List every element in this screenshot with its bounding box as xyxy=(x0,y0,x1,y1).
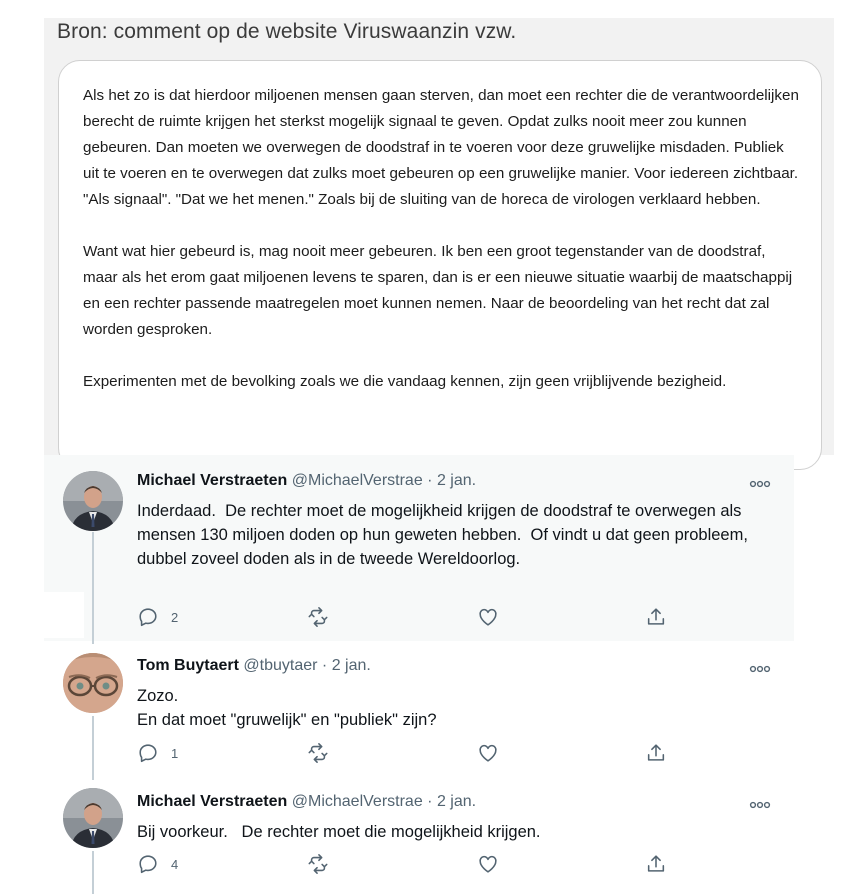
avatar-image xyxy=(63,653,123,713)
source-caption: Bron: comment op de website Viruswaanzin vzw. xyxy=(57,20,517,43)
share-icon xyxy=(645,742,667,764)
author-name[interactable]: Michael Verstraeten xyxy=(137,793,288,810)
share-button[interactable] xyxy=(645,852,667,876)
author-handle[interactable]: @MichaelVerstrae xyxy=(291,472,423,489)
tweet-text-line: En dat moet "gruwelijk" en "publiek" zijn? xyxy=(137,711,437,729)
retweet-button[interactable] xyxy=(307,852,329,876)
share-button[interactable] xyxy=(645,605,667,629)
like-button[interactable] xyxy=(477,605,499,629)
more-icon[interactable] xyxy=(749,797,771,807)
tweet-text-content: Bij voorkeur. De rechter moet die mogelijkheid krijgen. xyxy=(137,823,541,841)
comment-paragraph: Als het zo is dat hierdoor miljoenen mensen gaan sterven, dan moet een rechter die de verantwoordelijken berecht de ruimte krijgen het sterkst mogelijk signaal te geven. Opdat zulks nooit meer zou kunnen gebeuren. Dan moeten we overwegen de doodstraf in te voeren voor deze gruwelijke misdaden. Publiek uit te voeren en te overwegen dat zulks moet gebeuren op een gruwelijke manier. Voor iedereen zichtbaar. "Als signaal". "Dat we het menen." Zoals bij de sluiting van de horeca de virologen verklaard hebben. xyxy=(83,87,799,208)
share-icon xyxy=(645,853,667,875)
tweet[interactable] xyxy=(0,793,850,893)
comment-paragraph: Want wat hier gebeurd is, mag nooit meer gebeuren. Ik ben een groot tegenstander van de doodstraf, maar als het erom gaat miljoenen levens te sparen, dan is er een nieuwe situatie waarbij de maatschappij en een rechter passende maatregelen moet kunnen nemen. Naar de beoordeling van het recht dat zal worden gesproken. xyxy=(83,243,793,338)
retweet-icon xyxy=(307,742,329,764)
reply-count: 1 xyxy=(171,745,179,761)
retweet-icon xyxy=(307,853,329,875)
avatar[interactable] xyxy=(63,471,123,531)
tweet-text xyxy=(137,499,757,571)
reply-icon xyxy=(137,853,159,875)
tweet-text-content: Inderdaad. De rechter moet de mogelijkheid krijgen de doodstraf te overwegen als mensen 130 miljoen doden op hun geweten hebben. Of vindt u dat geen probleem, dubbel zoveel doden als in de tweede Wereldoorlog. xyxy=(137,502,753,568)
tweet-header xyxy=(137,472,476,490)
heart-icon xyxy=(477,853,499,875)
tweet-actions xyxy=(137,605,677,629)
tweet-date[interactable]: 2 jan. xyxy=(436,793,477,810)
heart-icon xyxy=(477,606,499,628)
tweet-header xyxy=(137,657,371,675)
reply-count: 2 xyxy=(171,609,179,625)
avatar[interactable] xyxy=(63,653,123,713)
reply-button[interactable] xyxy=(137,741,178,765)
author-name[interactable]: Michael Verstraeten xyxy=(137,472,288,489)
retweet-button[interactable] xyxy=(307,605,329,629)
share-button[interactable] xyxy=(645,741,667,765)
reply-icon xyxy=(137,742,159,764)
tweet-actions xyxy=(137,852,677,876)
author-name[interactable]: Tom Buytaert xyxy=(137,657,239,674)
avatar-image xyxy=(63,471,123,531)
more-icon[interactable] xyxy=(749,661,771,671)
tweet-date[interactable]: 2 jan. xyxy=(436,472,477,489)
like-button[interactable] xyxy=(477,741,499,765)
tweet-date[interactable]: 2 jan. xyxy=(331,657,371,674)
retweet-button[interactable] xyxy=(307,741,329,765)
reply-button[interactable] xyxy=(137,605,178,629)
share-icon xyxy=(645,606,667,628)
comment-body xyxy=(83,83,799,421)
comment-card xyxy=(58,60,822,470)
avatar[interactable] xyxy=(63,788,123,848)
tweet-text xyxy=(137,820,757,844)
reply-count: 4 xyxy=(171,856,179,872)
heart-icon xyxy=(477,742,499,764)
reply-button[interactable] xyxy=(137,852,178,876)
comment-paragraph: Experimenten met de bevolking zoals we die vandaag kennen, zijn geen vrijblijvende bezigheid. xyxy=(83,373,727,390)
retweet-icon xyxy=(307,606,329,628)
like-button[interactable] xyxy=(477,852,499,876)
reply-icon xyxy=(137,606,159,628)
source-section xyxy=(44,18,834,455)
tweet-text-line: Zozo. xyxy=(137,687,179,705)
separator-dot: · xyxy=(427,793,433,810)
more-icon[interactable] xyxy=(749,476,771,486)
separator-dot: · xyxy=(427,472,433,489)
tweet[interactable] xyxy=(0,657,850,767)
tweet-text xyxy=(137,684,757,732)
tweet-actions xyxy=(137,741,677,765)
author-handle[interactable]: @tbuytaer xyxy=(243,657,318,674)
separator-dot: · xyxy=(321,657,328,674)
avatar-image xyxy=(63,788,123,848)
tweet[interactable] xyxy=(0,472,850,632)
author-handle[interactable]: @MichaelVerstrae xyxy=(291,793,423,810)
tweet-header xyxy=(137,793,476,811)
